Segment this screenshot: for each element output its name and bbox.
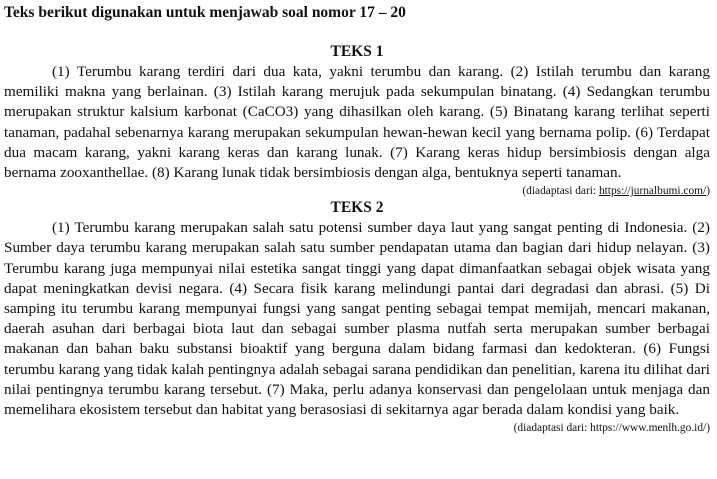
teks-2-paragraph: (1) Terumbu karang merupakan salah satu potensi sumber daya laut yang sangat penting di Indonesia. (2) Sumber daya terumbu karang merupakan salah satu sumber pendapatan utama dan bagian dari hidup nelayan. (3) Terumbu karang juga mempunyai nilai estetika sangat tinggi yang dapat dimanfaatkan sebagai objek wisata yang dapat meningkatkan devisi negara. (4) Secara fisik karang melindungi pantai dari degradasi dan abrasi. (5) Di samping itu terumbu karang mempunyai fungsi yang sangat penting sebagai tempat memijah, mencari makanan, daerah asuhan dari berbagai biota laut dan sebagai sumber plasma nutfah serta merupakan sumber berbagai makanan dan bahan baku substansi bioaktif yang berguna dalam bidang farmasi dan kedokteran. (6) Fungsi terumbu karang yang tidak kalah pentingnya adalah sebagai sarana pendidikan dan penelitian, karena itu dilihat dari nilai pentingnya terumbu karang tersebut. (7) Maka, perlu adanya konservasi dan pengelolaan untuk menjaga dan memelihara ekosistem tersebut dan habitat yang berasosiasi di sekitarnya agar berada dalam kondisi yang baik. (4, 219, 710, 419)
teks-1-source-suffix: ) (706, 185, 710, 198)
teks-1-source (4, 184, 710, 198)
instruction-heading: Teks berikut digunakan untuk menjawab soal nomor 17 – 20 (4, 4, 406, 21)
teks-1-source-prefix: (diadaptasi dari: (522, 185, 599, 198)
teks-2-source: (diadaptasi dari: https://www.menlh.go.id/) (513, 422, 710, 435)
teks-1-paragraph: (1) Terumbu karang terdiri dari dua kata, yakni terumbu dan karang. (2) Istilah terumbu dan karang memiliki makna yang berlainan. (3) Istilah karang merujuk pada sekumpulan binatang. (4) Sedangkan terumbu merupakan struktur kalsium karbonat (CaCO3) yang dihasilkan oleh karang. (5) Binatang karang terlihat seperti tanaman, padahal sebenarnya karang merupakan sekumpulan hewan-hewan kecil yang bernama polip. (6) Terdapat dua macam karang, yakni karang keras dan karang lunak. (7) Karang keras hidup bersimbiosis dengan alga bernama zooxanthellae. (8) Karang lunak tidak bersimbiosis dengan alga, bentuknya seperti tanaman. (4, 63, 710, 182)
document-page (4, 4, 710, 435)
teks-1-source-link[interactable]: https://jurnalbumi.com/ (598, 185, 707, 198)
teks-2-title: TEKS 2 (330, 199, 384, 217)
teks-1-title: TEKS 1 (330, 43, 384, 60)
